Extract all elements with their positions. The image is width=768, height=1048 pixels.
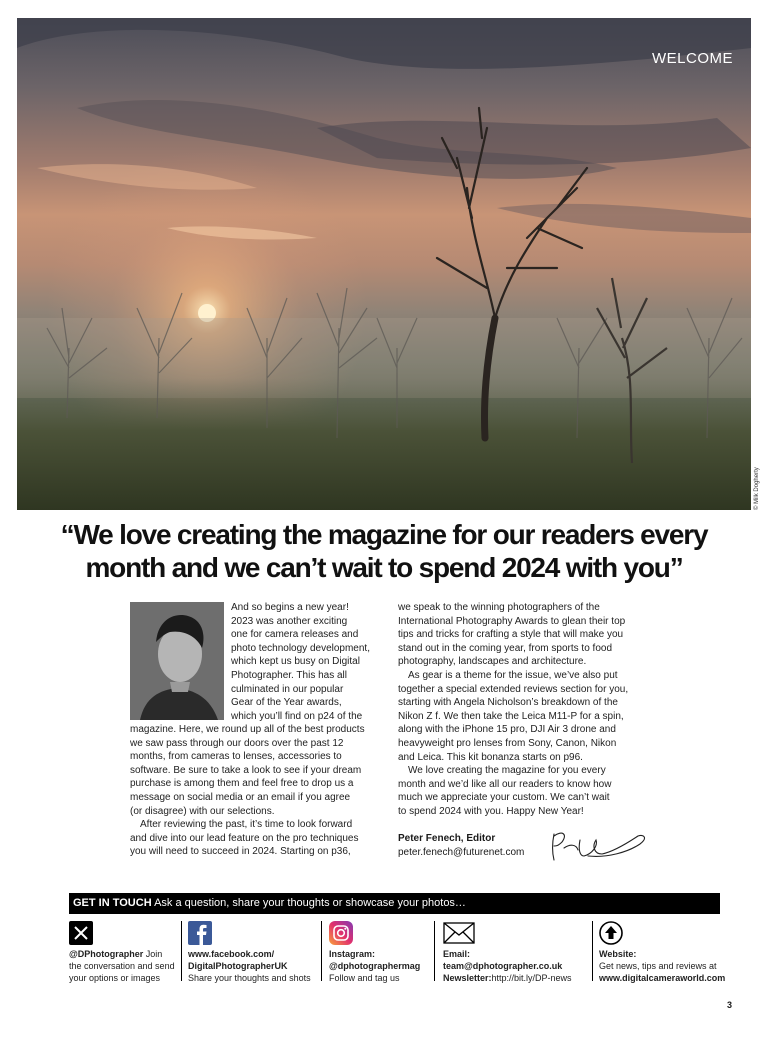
pull-quote-headline [40, 518, 728, 584]
hero-photo [17, 18, 751, 510]
divider [434, 921, 435, 981]
editor-email-link[interactable]: peter.fenech@futurenet.com [398, 847, 525, 858]
arrow-up-circle-icon [599, 921, 623, 945]
section-label: WELCOME [651, 50, 733, 67]
editorial-column-1-top: And so begins a new year! 2023 was another exciting one for camera releases and photo technology development, which kept us busy on Digital Photographer. This has all culminated in our popular Gear of the Year awards, which you’ll find on p24 of the [231, 602, 370, 722]
contact-email[interactable]: Email: team@dphotographer.co.uk Newsletter:http://bit.ly/DP-news [443, 921, 588, 984]
instagram-icon [329, 921, 353, 945]
headline-line-2: month and we can’t wait to spend 2024 with you” [85, 552, 683, 583]
editor-portrait [130, 602, 224, 720]
editorial-column-2: we speak to the winning photographers of the International Photography Awards to glean their top tips and tricks for crafting a style that will make you stand out in the coming year, from sports to food photography, landscapes and architecture. As gear is a theme for the issue, we’ve also put together a special extended reviews section for you, starting with Angela Nicholson’s breakdown of the Nikon Z f. We then take the Leica M11-P for a spin, along with the iPhone 15 pro, DJI Air 3 drone and heavyweight pro lenses from Sony, Canon, Nikon and Leica. This kit bonanza starts on p96. We love creating the magazine for you every month and we’d like all our readers to know how much we appreciate your custom. We can’t wait to spend 2024 with you. Happy New Year! [398, 602, 629, 817]
contact-facebook[interactable]: www.facebook.com/ DigitalPhotographerUK Share your thoughts and shots [188, 921, 318, 984]
get-in-touch-bar [69, 893, 720, 914]
headline-line-1: “We love creating the magazine for our readers every [60, 519, 708, 550]
contact-x[interactable]: @DPhotographer Join the conversation and send your options or images [69, 921, 177, 984]
get-in-touch-subtitle: Ask a question, share your thoughts or showcase your photos… [154, 897, 466, 909]
facebook-icon [188, 921, 212, 945]
foggy-landscape-illustration [17, 18, 751, 510]
editor-signature [548, 826, 652, 866]
x-logo-icon [69, 921, 93, 945]
contact-website[interactable]: Website: Get news, tips and reviews at www.digitalcameraworld.com [599, 921, 724, 984]
editorial-column-1-bottom: magazine. Here, we round up all of the best products we saw pass through our doors over the past 12 months, from cameras to lenses, accessories to software. Be sure to take a look to see if your dream purchase is among them and feel free to drop us a message on social media or an email if you agree (or disagree) with our selections. After reviewing the past, it’s time to look forward and dive into our lead feature on the pro techniques you will need to succeed in 2024. Starting on p36, [130, 724, 365, 858]
photo-credit: © Milk Dogherty [754, 467, 760, 510]
divider [321, 921, 322, 981]
page-number: 3 [727, 1000, 733, 1010]
get-in-touch-title: GET IN TOUCH [73, 897, 152, 909]
envelope-icon [443, 921, 475, 945]
editor-name: Peter Fenech, Editor [398, 833, 496, 844]
contact-instagram[interactable]: Instagram: @dphotographermag Follow and tag us [329, 921, 429, 984]
divider [181, 921, 182, 981]
divider [592, 921, 593, 981]
